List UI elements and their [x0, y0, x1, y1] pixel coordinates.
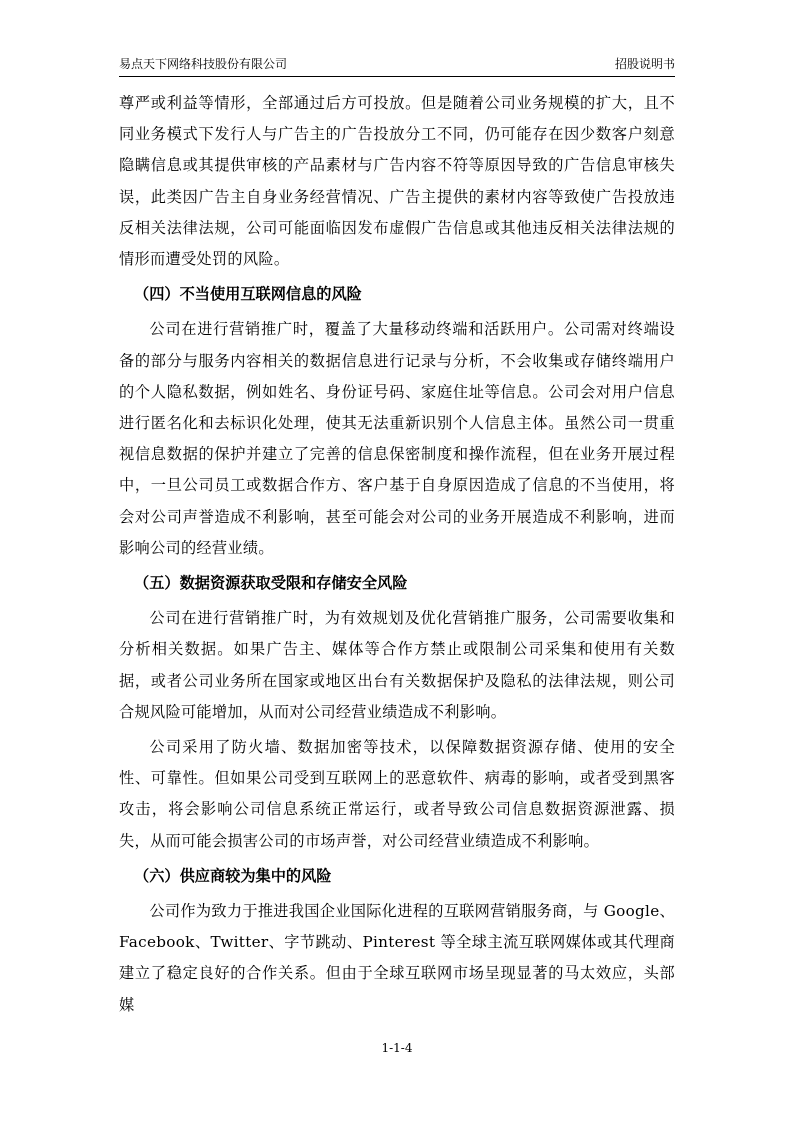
page-header: [119, 54, 675, 77]
paragraph-section-5b: 公司采用了防火墙、数据加密等技术，以保障数据资源存储、使用的安全性、可靠性。但如果公司受到互联网上的恶意软件、病毒的影响，或者受到黑客攻击，将会影响公司信息系统正常运行，或者导致公司信息数据资源泄露、损失，从而可能会损害公司的市场声誉，对公司经营业绩造成不利影响。: [119, 738, 675, 850]
paragraph-section-6: 公司作为致力于推进我国企业国际化进程的互联网营销服务商，与 Google、Facebook、Twitter、字节跳动、Pinterest 等全球主流互联网媒体或其代理商建立了稳定良好的合作关系。但由于全球互联网市场呈现显著的马太效应，头部媒: [119, 902, 675, 1014]
page-number: 1-1-4: [381, 1041, 413, 1055]
section-heading-4: （四）不当使用互联网信息的风险: [134, 285, 362, 304]
section-heading-6: （六）供应商较为集中的风险: [134, 866, 332, 885]
paragraph-section-4: 公司在进行营销推广时，覆盖了大量移动终端和活跃用户。公司需对终端设备的部分与服务内容相关的数据信息进行记录与分析，不会收集或存储终端用户的个人隐私数据，例如姓名、身份证号码、家庭住址等信息。公司会对用户信息进行匿名化和去标识化处理，使其无法重新识别个人信息主体。虽然公司一贯重视信息数据的保护并建立了完善的信息保密制度和操作流程，但在业务开展过程中，一旦公司员工或数据合作方、客户基于自身原因造成了信息的不当使用，将会对公司声誉造成不利影响，甚至可能会对公司的业务开展造成不利影响，进而影响公司的经营业绩。: [119, 320, 675, 557]
paragraph-section-5a: 公司在进行营销推广时，为有效规划及优化营销推广服务，公司需要收集和分析相关数据。如果广告主、媒体等合作方禁止或限制公司采集和使用有关数据，或者公司业务所在国家或地区出台有关数据保护及隐私的法律法规，则公司合规风险可能增加，从而对公司经营业绩造成不利影响。: [119, 609, 675, 721]
document-body: [119, 88, 675, 1021]
paragraph-intro: 尊严或利益等情形，全部通过后方可投放。但是随着公司业务规模的扩大，且不同业务模式下发行人与广告主的广告投放分工不同，仍可能存在因少数客户刻意隐瞒信息或其提供审核的产品素材与广告内容不符等原因导致的广告信息审核失误，此类因广告主自身业务经营情况、广告主提供的素材内容等致使广告投放违反相关法律法规，公司可能面临因发布虚假广告信息或其他违反相关法律法规的情形而遭受处罚的风险。: [119, 94, 675, 269]
header-company-name: 易点天下网络科技股份有限公司: [119, 57, 288, 71]
section-heading-5: （五）数据资源获取受限和存储安全风险: [134, 574, 408, 593]
header-document-type: 招股说明书: [614, 57, 675, 71]
